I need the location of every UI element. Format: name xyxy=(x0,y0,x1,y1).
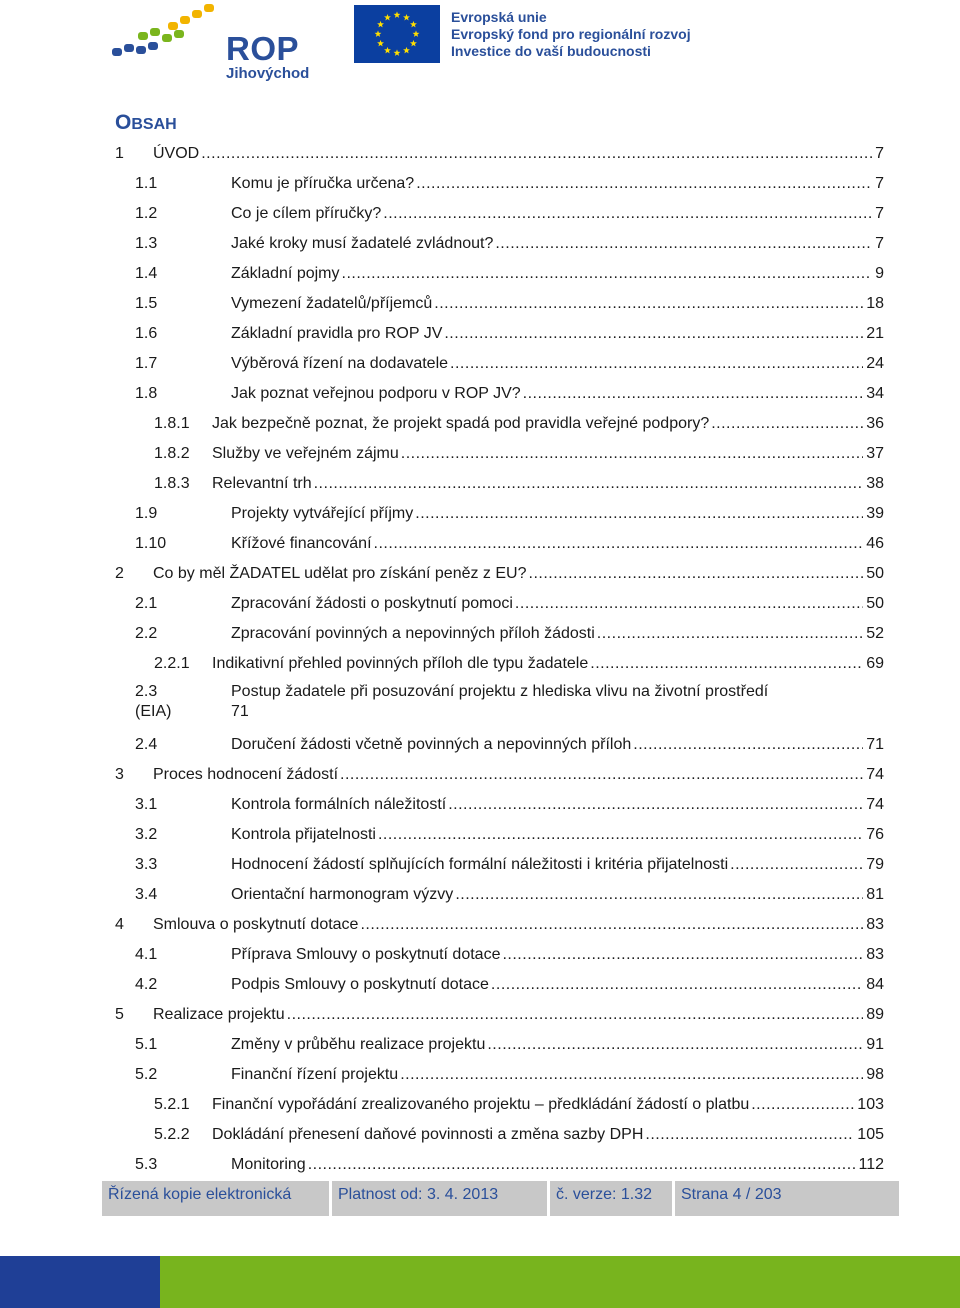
toc-entry-page: 74 xyxy=(866,766,884,783)
toc-entry-title: Orientační harmonogram výzvy xyxy=(231,886,454,903)
toc-entry-leader xyxy=(401,442,863,466)
eu-line: Evropský fond pro regionální rozvoj xyxy=(451,26,691,42)
toc-entry-page: 52 xyxy=(866,625,884,642)
toc-entry-number: 1.5 xyxy=(135,295,158,312)
toc-entry-page: 9 xyxy=(875,265,884,282)
toc-entry-number: 3.3 xyxy=(135,856,158,873)
toc-entry-page: 83 xyxy=(866,946,884,963)
toc-entry-leader xyxy=(633,733,863,757)
toc-entry-page: 37 xyxy=(866,445,884,462)
toc-entry[interactable] xyxy=(135,883,884,907)
toc-entry-title: Výběrová řízení na dodavatele xyxy=(231,355,449,372)
toc-entry-page: 71 xyxy=(866,736,884,753)
toc-entry-title: Komu je příručka určena? xyxy=(231,175,415,192)
toc-entry-title: Křížové financování xyxy=(231,535,372,552)
toc-entry-title: Kontrola přijatelnosti xyxy=(231,826,376,843)
toc-entry[interactable] xyxy=(115,913,884,937)
toc-entry-leader xyxy=(515,592,863,616)
toc-entry-page: 39 xyxy=(866,505,884,522)
toc-entry[interactable] xyxy=(135,622,884,646)
toc-entry-page: 34 xyxy=(866,385,884,402)
toc-entry-title: Co je cílem příručky? xyxy=(231,205,382,222)
toc-entry-leader xyxy=(751,1093,854,1117)
toc-entry-leader xyxy=(314,472,864,496)
toc-entry-title: Základní pravidla pro ROP JV xyxy=(231,325,443,342)
toc-entry-number: 1.10 xyxy=(135,535,167,552)
toc-entry-page: 38 xyxy=(866,475,884,492)
toc-entry-leader xyxy=(342,262,873,286)
toc-entry[interactable] xyxy=(135,943,884,967)
footer xyxy=(102,1181,899,1216)
toc-entry-leader xyxy=(597,622,863,646)
toc-entry[interactable] xyxy=(154,1093,884,1117)
toc-entry-leader xyxy=(415,502,863,526)
toc-entry-page: 112 xyxy=(858,1156,884,1173)
toc-entry[interactable] xyxy=(154,472,884,496)
toc-entry-leader xyxy=(529,562,864,586)
toc-entry-number: 1.3 xyxy=(135,235,158,252)
toc-entry-leader xyxy=(487,1033,863,1057)
toc-entry[interactable] xyxy=(115,763,884,787)
toc-entry[interactable] xyxy=(135,853,884,877)
toc-entry-leader xyxy=(434,292,863,316)
toc-entry[interactable] xyxy=(135,823,884,847)
toc-entry[interactable] xyxy=(135,202,884,226)
toc-entry[interactable] xyxy=(135,733,884,757)
toc-entry-page: 21 xyxy=(866,325,884,342)
toc-entry[interactable] xyxy=(115,1003,884,1027)
toc-entry-number: 5 xyxy=(115,1006,124,1023)
toc-entry-title: Jaké kroky musí žadatelé zvládnout? xyxy=(231,235,494,252)
toc-entry-number: 5.2.2 xyxy=(154,1126,190,1143)
toc-entry[interactable] xyxy=(135,172,884,196)
toc-entry-title: Realizace projektu xyxy=(153,1006,285,1023)
toc-entry-number: 1.7 xyxy=(135,355,158,372)
toc-entry-title: Vymezení žadatelů/příjemců xyxy=(231,295,433,312)
toc-entry-page: 89 xyxy=(866,1006,884,1023)
toc-entry-leader xyxy=(711,412,863,436)
toc-entry-leader xyxy=(340,763,863,787)
toc-entry[interactable] xyxy=(154,652,884,676)
toc-entry[interactable] xyxy=(135,232,884,256)
toc-entry-page: 98 xyxy=(866,1066,884,1083)
toc-entry-page: 81 xyxy=(866,886,884,903)
toc-entry-page: 50 xyxy=(866,565,884,582)
toc-entry-title: Dokládání přenesení daňové povinnosti a změna sazby DPH xyxy=(212,1126,644,1143)
toc-entry-title: Doručení žádosti včetně povinných a nepovinných příloh xyxy=(231,736,632,753)
toc-entry-page: 103 xyxy=(857,1096,884,1113)
toc-entry-page: 36 xyxy=(866,415,884,432)
toc-entry-number: 3.2 xyxy=(135,826,158,843)
toc-entry-title: Zpracování povinných a nepovinných příloh žádosti xyxy=(231,625,595,642)
eu-line: Evropská unie xyxy=(451,9,547,25)
toc-entry-number: 3.1 xyxy=(135,796,158,813)
toc-entry-number: 1.1 xyxy=(135,175,158,192)
toc-entry-title: Monitoring xyxy=(231,1156,306,1173)
toc-entry-leader xyxy=(502,943,863,967)
toc-entry-leader xyxy=(360,913,863,937)
toc-entry-number: 1.8.3 xyxy=(154,475,190,492)
footer-valid-from: Platnost od: 3. 4. 2013 xyxy=(332,1181,550,1216)
toc-entry-page: 46 xyxy=(866,535,884,552)
toc-entry-leader xyxy=(523,382,864,406)
toc-entry-page: 7 xyxy=(875,205,884,222)
toc-entry-number: 5.2 xyxy=(135,1066,158,1083)
toc-entry-title: Základní pojmy xyxy=(231,265,340,282)
toc-entry-leader xyxy=(378,823,863,847)
toc-entry-number: 1.6 xyxy=(135,325,158,342)
toc-entry-page: 7 xyxy=(875,175,884,192)
toc-entry-title: Finanční vypořádání zrealizovaného projektu – předkládání žádostí o platbu xyxy=(212,1096,750,1113)
toc-entry-number: 5.3 xyxy=(135,1156,158,1173)
toc-entry-leader xyxy=(287,1003,864,1027)
toc-entry-number: 1.8.1 xyxy=(154,415,190,432)
toc-entry-title: Hodnocení žádostí splňujících formální náležitosti i kritéria přijatelnosti xyxy=(231,856,729,873)
toc-entry-leader xyxy=(495,232,872,256)
toc-entry-number: 3.4 xyxy=(135,886,158,903)
toc-entry-number: 4 xyxy=(115,916,124,933)
toc-title-rest: BSAH xyxy=(131,116,177,133)
toc-entry[interactable] xyxy=(135,292,884,316)
toc-entry-number: 5.1 xyxy=(135,1036,158,1053)
toc-entry-title: ÚVOD xyxy=(153,145,200,162)
toc-entry-title: Postup žadatele při posuzování projektu z hlediska vlivu na životní prostředí xyxy=(231,683,769,700)
toc-entry-title: Kontrola formálních náležitostí xyxy=(231,796,447,813)
toc-entry-number: 1.8 xyxy=(135,385,158,402)
toc-entry-leader xyxy=(201,142,872,166)
rop-logo-subtitle: Jihovýchod xyxy=(226,65,310,82)
toc-entry-leader xyxy=(308,1153,856,1177)
toc-entry-title: Co by měl ŽADATEL udělat pro získání peněz z EU? xyxy=(153,565,527,582)
toc-entry-title: Projekty vytvářející příjmy xyxy=(231,505,414,522)
toc-entry-title: Příprava Smlouvy o poskytnutí dotace xyxy=(231,946,501,963)
toc-entry[interactable] xyxy=(135,1063,884,1087)
toc-entry-page: 105 xyxy=(857,1126,884,1143)
toc-entry-leader xyxy=(645,1123,854,1147)
toc-entry-leader xyxy=(400,1063,863,1087)
toc-entry-title: Jak poznat veřejnou podporu v ROP JV? xyxy=(231,385,521,402)
toc-entry-number: 2.4 xyxy=(135,736,158,753)
toc-entry-page: 84 xyxy=(866,976,884,993)
toc-entry-number: 1.2 xyxy=(135,205,158,222)
toc-entry-title: Relevantní trh xyxy=(212,475,312,492)
toc-entry-number: 2.3 (EIA) xyxy=(135,683,172,720)
eu-line: Investice do vaší budoucnosti xyxy=(451,43,651,59)
toc-entry-number: 1.9 xyxy=(135,505,158,522)
bottom-color-bar xyxy=(0,1256,960,1308)
toc-entry-number: 1.4 xyxy=(135,265,158,282)
toc-entry[interactable] xyxy=(135,592,884,616)
toc-entry[interactable] xyxy=(135,262,884,286)
toc-entry-number: 3 xyxy=(115,766,124,783)
toc-entry[interactable] xyxy=(135,352,884,376)
footer-copy: Řízená kopie elektronická xyxy=(102,1181,332,1216)
toc-entry-number: 1 xyxy=(115,145,124,162)
toc-entry-number: 2 xyxy=(115,565,124,582)
toc-entry[interactable] xyxy=(135,682,884,726)
toc-entry-page: 74 xyxy=(866,796,884,813)
toc-entry[interactable] xyxy=(135,532,884,556)
toc-entry-leader xyxy=(448,793,863,817)
toc-entry-title: Podpis Smlouvy o poskytnutí dotace xyxy=(231,976,489,993)
toc-entry-leader xyxy=(383,202,872,226)
toc-entry-number: 2.2.1 xyxy=(154,655,190,672)
bottom-bar-blue xyxy=(0,1256,160,1308)
toc-entry-leader xyxy=(730,853,863,877)
toc-entry-leader xyxy=(416,172,872,196)
toc-entry[interactable] xyxy=(135,322,884,346)
toc-entry[interactable] xyxy=(154,1123,884,1147)
toc-entry-title: Finanční řízení projektu xyxy=(231,1066,399,1083)
toc-entry-leader xyxy=(491,973,863,997)
toc-entry-number: 2.2 xyxy=(135,625,158,642)
toc-entry-page: 69 xyxy=(866,655,884,672)
toc-entry[interactable] xyxy=(115,562,884,586)
bottom-bar-green xyxy=(160,1256,960,1308)
toc-entry[interactable] xyxy=(135,793,884,817)
toc-entry-leader xyxy=(590,652,863,676)
toc-entry-page: 79 xyxy=(866,856,884,873)
toc-entry-number: 1.8.2 xyxy=(154,445,190,462)
toc-entry[interactable] xyxy=(154,412,884,436)
rop-logo-word: ROP xyxy=(226,30,300,67)
toc-entry-number: 4.1 xyxy=(135,946,158,963)
toc-entry-leader xyxy=(455,883,863,907)
toc-entry[interactable] xyxy=(135,502,884,526)
toc-entry-number: 2.1 xyxy=(135,595,158,612)
toc-entry-title: Indikativní přehled povinných příloh dle typu žadatele xyxy=(212,655,589,672)
toc-entry-leader xyxy=(444,322,863,346)
toc-entry-title: Smlouva o poskytnutí dotace xyxy=(153,916,359,933)
toc-entry-page: 91 xyxy=(866,1036,884,1053)
toc-entry-page: 50 xyxy=(866,595,884,612)
toc-entry[interactable] xyxy=(135,1033,884,1057)
toc-entry-page: 83 xyxy=(866,916,884,933)
toc-entry[interactable] xyxy=(135,1153,884,1177)
toc-entry-page: 18 xyxy=(866,295,884,312)
toc-entry[interactable] xyxy=(115,142,884,166)
toc-entry[interactable] xyxy=(135,973,884,997)
toc-entry-text xyxy=(231,682,871,722)
toc-entry-title: Proces hodnocení žádostí xyxy=(153,766,339,783)
toc-title-cap: O xyxy=(115,111,132,134)
toc-entry-page: 71 xyxy=(231,703,249,720)
toc-entry-number: 5.2.1 xyxy=(154,1096,190,1113)
footer-version: č. verze: 1.32 xyxy=(550,1181,675,1216)
toc-entry[interactable] xyxy=(154,442,884,466)
toc-entry-page: 24 xyxy=(866,355,884,372)
toc-entry-title: Jak bezpečně poznat, že projekt spadá pod pravidla veřejné podpory? xyxy=(212,415,710,432)
toc-entry-title: Změny v průběhu realizace projektu xyxy=(231,1036,486,1053)
toc-entry-title: Služby ve veřejném zájmu xyxy=(212,445,399,462)
toc-entry-page: 76 xyxy=(866,826,884,843)
footer-page: Strana 4 / 203 xyxy=(681,1186,782,1203)
toc-entry-page: 7 xyxy=(875,235,884,252)
toc-entry-leader xyxy=(374,532,864,556)
toc-entry-title: Zpracování žádosti o poskytnutí pomoci xyxy=(231,595,513,612)
toc-entry-page: 7 xyxy=(875,145,884,162)
toc-entry[interactable] xyxy=(135,382,884,406)
toc-entry-leader xyxy=(450,352,863,376)
toc-entry-number: 4.2 xyxy=(135,976,158,993)
